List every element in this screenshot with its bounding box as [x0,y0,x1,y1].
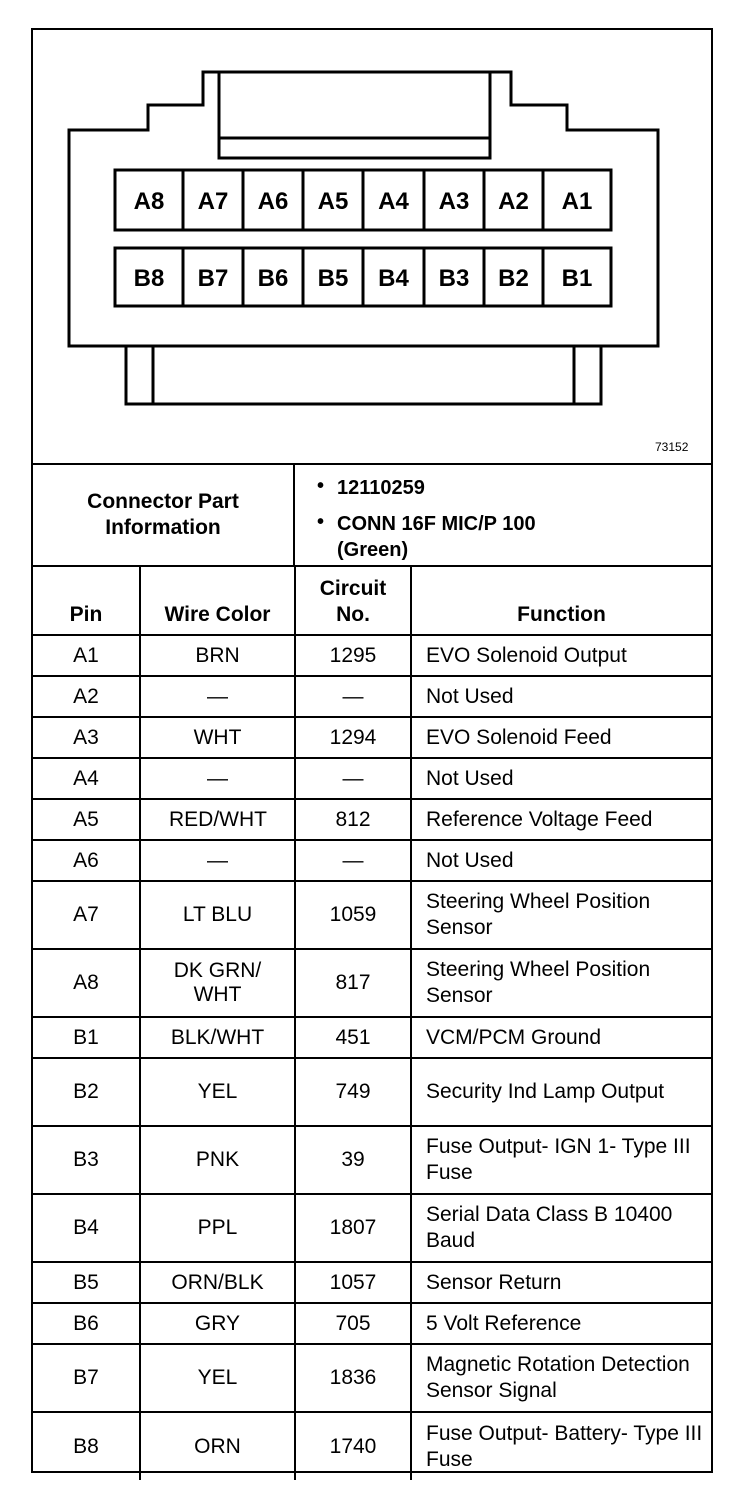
table-row [33,799,711,840]
function-cell: Fuse Output- IGN 1- Type III Fuse [411,1126,711,1194]
function-cell: Steering Wheel Position Sensor [411,881,711,949]
table-row [33,949,711,1017]
pin-label-a4: A4 [378,188,409,215]
connector-info-values [295,465,711,565]
function-cell: Steering Wheel Position Sensor [411,949,711,1017]
pin-label-a5: A5 [317,188,349,215]
connector-end-view-figure [31,28,713,1473]
table-row [33,881,711,949]
part-number: • 12110259 [317,475,425,499]
table-row [33,758,711,799]
circuit-cell: 451 [295,1017,411,1058]
circuit-cell: — [295,840,411,881]
pin-label-b4: B4 [378,265,409,292]
connector-part-info [33,463,711,567]
connector-bottom-tab [126,346,601,404]
wire-color-cell: DK GRN/ WHT [140,949,295,1017]
table-row [33,1017,711,1058]
wire-color-cell: WHT [140,717,295,758]
circuit-cell: 1059 [295,881,411,949]
function-cell: VCM/PCM Ground [411,1017,711,1058]
table-row [33,1194,711,1262]
wire-color-cell: — [140,676,295,717]
function-header: Function [411,567,711,635]
pin-label-a6: A6 [257,188,289,215]
pin-cell: A7 [33,881,140,949]
circuit-cell: 1807 [295,1194,411,1262]
function-cell: Not Used [411,758,711,799]
function-cell: Magnetic Rotation Detection Sensor Signal [411,1344,711,1412]
wire-color-cell: ORN/BLK [140,1262,295,1303]
wire-color-cell: RED/WHT [140,799,295,840]
wire-color-cell: PNK [140,1126,295,1194]
function-cell: Not Used [411,676,711,717]
pin-cell: B8 [33,1412,140,1480]
circuit-cell: 1295 [295,635,411,676]
function-cell: Security Ind Lamp Output [411,1058,711,1126]
pin-cell: B5 [33,1262,140,1303]
function-cell: Serial Data Class B 10400 Baud [411,1194,711,1262]
circuit-cell: 749 [295,1058,411,1126]
pin-cell: A6 [33,840,140,881]
pin-cell: A8 [33,949,140,1017]
pin-label-b7: B7 [197,265,229,292]
table-row [33,1412,711,1480]
circuit-cell: 1294 [295,717,411,758]
pin-label-a8: A8 [133,188,165,215]
circuit-cell: 39 [295,1126,411,1194]
function-cell: EVO Solenoid Feed [411,717,711,758]
pin-label-a1: A1 [561,188,593,215]
connector-diagram [33,30,711,463]
function-cell: Fuse Output- Battery- Type III Fuse [411,1412,711,1480]
pin-cell: B4 [33,1194,140,1262]
pin-label-b3: B3 [438,265,470,292]
table-row [33,1126,711,1194]
function-cell: Reference Voltage Feed [411,799,711,840]
circuit-cell: — [295,676,411,717]
pin-label-b5: B5 [317,265,349,292]
connector-latch [219,72,490,138]
table-row [33,635,711,676]
pin-cell: B6 [33,1303,140,1344]
wire-color-cell: BLK/WHT [140,1017,295,1058]
wire-color-cell: LT BLU [140,881,295,949]
pin-cell: A3 [33,717,140,758]
table-row [33,1058,711,1126]
pin-cell: A2 [33,676,140,717]
pin-cell: A1 [33,635,140,676]
wire-color-header: Wire Color [140,567,295,635]
wire-color-cell: — [140,840,295,881]
table-row [33,1303,711,1344]
table-row [33,717,711,758]
pin-cell: B2 [33,1058,140,1126]
table-row [33,1262,711,1303]
pin-header: Pin [33,567,140,635]
pin-label-a3: A3 [438,188,470,215]
pin-label-a7: A7 [197,188,229,215]
pin-table [33,567,711,1480]
pin-cell: A4 [33,758,140,799]
pin-label-a2: A2 [498,188,529,215]
wire-color-cell: GRY [140,1303,295,1344]
connector-description: • CONN 16F MIC/P 100 (Green) [317,511,536,561]
wire-color-cell: — [140,758,295,799]
circuit-cell: 705 [295,1303,411,1344]
circuit-header: Circuit No. [295,567,411,635]
pin-label-b1: B1 [561,265,593,292]
table-row [33,1344,711,1412]
wire-color-cell: YEL [140,1058,295,1126]
table-row [33,840,711,881]
circuit-cell: 1836 [295,1344,411,1412]
circuit-cell: 1057 [295,1262,411,1303]
circuit-cell: 812 [295,799,411,840]
pin-cell: B1 [33,1017,140,1058]
connector-info-label: Connector Part Information [33,465,295,565]
wire-color-cell: YEL [140,1344,295,1412]
pin-cell: B3 [33,1126,140,1194]
pin-label-b6: B6 [257,265,289,292]
diagram-number: 73152 [655,440,689,454]
table-row [33,676,711,717]
pin-cell: A5 [33,799,140,840]
circuit-cell: 1740 [295,1412,411,1480]
circuit-cell: 817 [295,949,411,1017]
circuit-cell: — [295,758,411,799]
pin-label-b8: B8 [133,265,165,292]
function-cell: Not Used [411,840,711,881]
pin-cell: B7 [33,1344,140,1412]
function-cell: Sensor Return [411,1262,711,1303]
function-cell: EVO Solenoid Output [411,635,711,676]
pin-label-b2: B2 [498,265,529,292]
wire-color-cell: PPL [140,1194,295,1262]
function-cell: 5 Volt Reference [411,1303,711,1344]
wire-color-cell: ORN [140,1412,295,1480]
wire-color-cell: BRN [140,635,295,676]
table-header-row [33,567,711,635]
